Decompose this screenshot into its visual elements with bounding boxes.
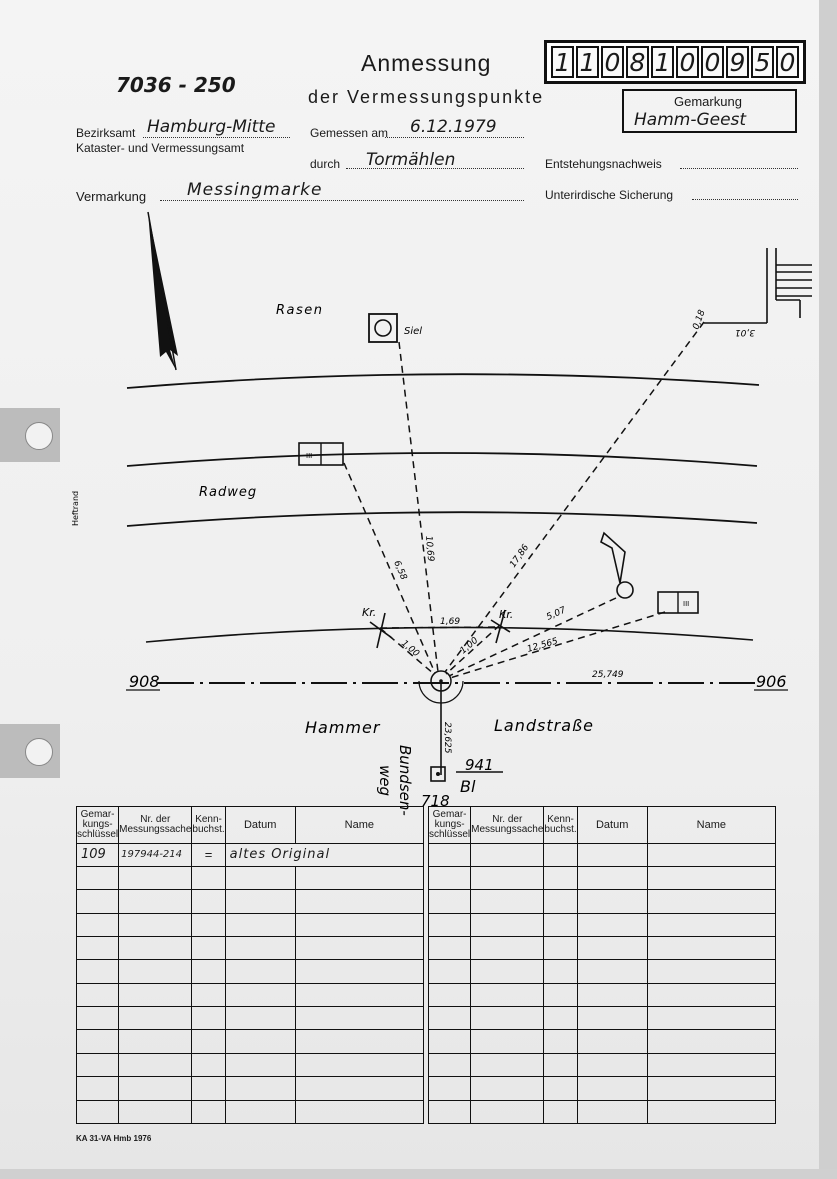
table-row [429, 913, 776, 936]
label-point-908: 908 [129, 672, 160, 691]
document-title: Anmessung [361, 50, 492, 76]
measure-25749: 25,749 [592, 670, 624, 680]
table-row [429, 937, 776, 960]
gemarkung-value: Hamm-Geest [634, 110, 747, 130]
table-row [77, 1030, 424, 1053]
table-row [77, 1077, 424, 1100]
number-digit: 0 [676, 46, 699, 78]
col-header-name: Name [647, 807, 775, 844]
table-row [429, 960, 776, 983]
table-row [429, 1030, 776, 1053]
table-row [77, 866, 424, 889]
table-row [77, 913, 424, 936]
measure-169: 1,69 [440, 617, 461, 627]
col-header-nr: Nr. der Messungssache [119, 807, 192, 844]
label-radweg: Radweg [199, 485, 258, 500]
measure-301: 3,01 [734, 327, 755, 337]
col-header-name: Name [295, 807, 423, 844]
siel-box-icon [369, 314, 397, 342]
document-subtitle: der Vermessungspunkte [308, 87, 545, 107]
ray-to-siel [399, 342, 438, 672]
table-row [429, 983, 776, 1006]
bezirksamt-value: Hamburg-Mitte [147, 117, 276, 137]
register-table-left [76, 806, 424, 1124]
col-header-gemarkung: Gemar-kungs-schlüssel [77, 807, 119, 844]
label-street-left: Hammer [305, 718, 381, 737]
measure-1069: 10,69 [423, 535, 436, 562]
measure-100-left: 1,00 [399, 638, 421, 660]
number-digit: 0 [776, 46, 799, 78]
vermarkung-label: Vermarkung [76, 189, 147, 204]
label-point-941-sub: Bl [460, 777, 476, 796]
col-header-gemarkung: Gemar-kungs-schlüssel [429, 807, 471, 844]
number-digit: 1 [651, 46, 674, 78]
measure-100-right: 1,00 [458, 635, 481, 657]
cell-nr: 197944-214 [119, 843, 192, 866]
gemarkung-label: Gemarkung [674, 94, 742, 109]
gemessen-label: Gemessen am [310, 126, 389, 140]
col-header-nr: Nr. der Messungssache [471, 807, 544, 844]
table-row [77, 890, 424, 913]
cell-kenn: = [192, 843, 225, 866]
measure-23625: 23,625 [442, 722, 452, 754]
curb-line-3 [127, 512, 757, 526]
gemessen-value: 6.12.1979 [410, 117, 497, 137]
table-row [77, 937, 424, 960]
col-header-datum: Datum [577, 807, 647, 844]
table-row [429, 1007, 776, 1030]
table-row [429, 1077, 776, 1100]
kataster-label: Kataster- und Vermessungsamt [76, 141, 245, 155]
margin-note: Heftrand [71, 490, 80, 526]
label-point-941: 941 [465, 756, 494, 774]
table-row [429, 1100, 776, 1123]
ray-to-hydrant-left [344, 463, 435, 673]
number-digit: 9 [726, 46, 749, 78]
label-point-718: 718 [421, 792, 450, 810]
label-kr-1: Kr. [362, 606, 377, 619]
durch-value: Tormählen [366, 150, 456, 170]
table-row [429, 866, 776, 889]
measure-658: 6,58 [391, 559, 409, 582]
reference-number: 7036 - 250 [116, 73, 236, 97]
label-point-906: 906 [756, 672, 787, 691]
number-digit: 1 [551, 46, 574, 78]
curb-line-1 [127, 374, 759, 388]
col-header-kenn: Kenn-buchst. [192, 807, 225, 844]
label-kr-2: Kr. [499, 608, 514, 621]
table-row [429, 843, 776, 866]
cell-datum-name: altes Original [225, 843, 423, 866]
durch-label: durch [310, 157, 341, 171]
number-digit: 8 [626, 46, 649, 78]
hydrant-left-mark: III [306, 452, 313, 460]
number-digit: 0 [601, 46, 624, 78]
form-footer: KA 31-VA Hmb 1976 [76, 1134, 152, 1143]
table-row [77, 1053, 424, 1076]
measure-507: 5,07 [545, 605, 568, 623]
table-row [77, 983, 424, 1006]
cell-gemarkung: 109 [77, 843, 119, 866]
measure-1786: 17,86 [508, 542, 532, 570]
curb-line-4 [146, 627, 753, 642]
table-row [77, 843, 424, 866]
table-row [77, 960, 424, 983]
number-digit: 0 [701, 46, 724, 78]
bezirksamt-label: Bezirksamt [76, 126, 136, 140]
table-row [429, 890, 776, 913]
building-corner-icon [704, 248, 812, 323]
number-digit: 5 [751, 46, 774, 78]
entstehung-label: Entstehungsnachweis [545, 157, 662, 171]
register-table-right [428, 806, 776, 1124]
number-digit: 1 [576, 46, 599, 78]
table-row [77, 1007, 424, 1030]
north-arrow-icon [148, 212, 178, 370]
table-row [429, 1053, 776, 1076]
measure-018: 0,18 [691, 308, 708, 332]
label-side-street-2: weg [376, 765, 394, 797]
label-street-right: Landstraße [494, 716, 594, 735]
table-row [77, 1100, 424, 1123]
sicherung-label: Unterirdische Sicherung [545, 188, 674, 202]
col-header-kenn: Kenn-buchst. [544, 807, 577, 844]
hydrant-right-mark: III [683, 600, 690, 608]
vermarkung-value: Messingmarke [187, 180, 323, 200]
label-rasen: Rasen [276, 303, 324, 318]
col-header-datum: Datum [225, 807, 295, 844]
curb-line-2 [127, 453, 757, 466]
label-siel: Siel [404, 326, 423, 337]
label-side-street-1: Bundsen- [396, 745, 414, 816]
street-lamp-icon [617, 582, 633, 598]
measure-12565: 12,565 [526, 636, 560, 655]
